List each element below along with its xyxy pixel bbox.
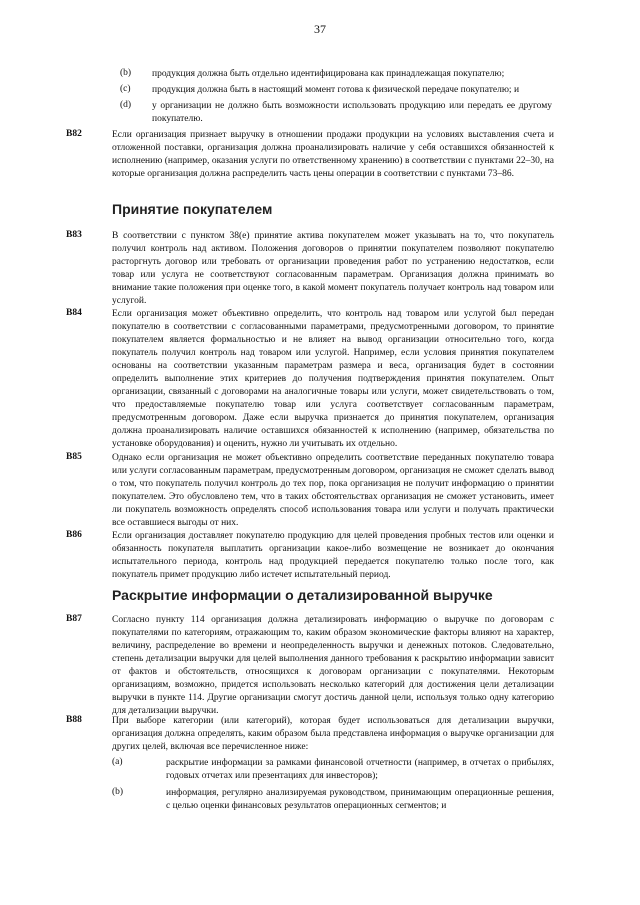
list-item-text: продукция должна быть в настоящий момент готова к физической передаче покупателю; и bbox=[152, 85, 520, 95]
list-item-label: (d) bbox=[120, 100, 132, 110]
sub-item-label: (b) bbox=[112, 787, 124, 797]
list-item-text: продукция должна быть отдельно идентифицирована как принадлежащая покупателю; bbox=[152, 69, 505, 79]
sub-item-label: (a) bbox=[112, 757, 123, 767]
paragraph-number: B82 bbox=[66, 129, 82, 139]
page-number: 37 bbox=[314, 22, 326, 36]
paragraph-number: B85 bbox=[66, 452, 82, 462]
list-item-text: у организации не должно быть возможности использовать продукцию или передать ее другому покупателю. bbox=[152, 101, 552, 124]
section-heading: Принятие покупателем bbox=[112, 201, 273, 217]
paragraph-text: В соответствии с пунктом 38(e) принятие актива покупателем может указывать на то, что покупатель получил контроль над активом. Положения договоров о принятии покупателем позволяют покупателю расторгнуть договор или требовать от организации проведения работ по устранению недостатков, если товар или услуга не соответствуют согласованным параметрам. Организация должна принимать во внимание такие положения при оценке того, в какой момент покупатель получает контроль над товаром или услугой. bbox=[112, 231, 554, 306]
list-item-label: (b) bbox=[120, 68, 132, 78]
paragraph-text: Если организация признает выручку в отношении продажи продукции на условиях выставления счета и отложенной поставки, организация должна проанализировать наличие у себя оставшихся обязанностей к исполнению (например, оказания услуги по ответственному хранению) в соответствии с пунктами 22–30, на которые организация должна распределить часть цены операции в соответствии с пунктами 73–86. bbox=[112, 130, 554, 179]
paragraph-text: При выборе категории (или категорий), которая будет использоваться для детализации выручки, организация должна определять, каким образом была представлена информация о выручке организации для других целей, включая все перечисленное ниже: bbox=[112, 716, 554, 752]
paragraph-text: Если организация доставляет покупателю продукцию для целей проведения пробных тестов или оценки и обязанность покупателя выплатить организации какое-либо возмещение не возникает до окончания испытательного периода, контроль над продукцией передается покупателю только после того, как покупатель примет продукцию либо истечет испытательный период. bbox=[112, 531, 554, 580]
paragraph-number: B86 bbox=[66, 530, 82, 540]
sub-item-text: информация, регулярно анализируемая руководством, принимающим операционные решения, с целью оценки финансовых результатов операционных сегментов; и bbox=[166, 788, 554, 811]
paragraph-number: B88 bbox=[66, 715, 82, 725]
paragraph-number: B87 bbox=[66, 614, 82, 624]
section-heading: Раскрытие информации о детализированной выручке bbox=[112, 587, 493, 603]
paragraph-number: B84 bbox=[66, 308, 82, 318]
paragraph-text: Если организация может объективно определить, что контроль над товаром или услугой был передан покупателю в соответствии с согласованными параметрами, предусмотренными договором, то принятие покупателем является формальностью и не влияет на вывод организации относительно того, когда покупатель получил контроль над товаром или услугой. Например, если условия принятия покупателем основаны на соответствии указанным параметрам размера и веса, организация будет в состоянии определить выполнение этих критериев до получения подтверждения принятия покупателем. Опыт организации, связанный с договорами на аналогичные товары или услуги, может свидетельствовать о том, что предоставляемые покупателю товар или услуга соответствует согласованным параметрам, предусмотренным договором. Даже если выручка признается до принятия покупателем, организация должна проанализировать наличие оставшихся обязанностей к исполнению (например, обязательства по установке оборудования) и оценить, нужно ли учитывать их отдельно. bbox=[112, 309, 554, 449]
paragraph-text: Согласно пункту 114 организация должна детализировать информацию о выручке по договорам с покупателями по категориям, отражающим то, каким образом экономические факторы влияют на характер, величину, распределение во времени и неопределенность выручки и денежных потоков. Следовательно, степень детализации выручки для целей выполнения данного требования к раскрытию информации зависит от фактов и обстоятельств, относящихся к договорам организации с покупателями. Некоторым организациям, возможно, придется использовать несколько категорий для достижения цели детализации выручки в пункте 114. Другие организации смогут достичь данной цели, используя только одну категорию для детализации выручки. bbox=[112, 615, 554, 716]
sub-item-text: раскрытие информации за рамками финансовой отчетности (например, в отчетах о прибылях, годовых отчетах или презентациях для инвесторов); bbox=[166, 758, 554, 781]
paragraph-number: B83 bbox=[66, 230, 82, 240]
list-item-label: (c) bbox=[120, 84, 131, 94]
paragraph-text: Однако если организация не может объективно определить соответствие переданных покупателю товара или услуги согласованным параметрам, предусмотренным договором, организация не сможет сделать вывод о том, что покупатель получил контроль до тех пор, пока организация не получит информацию о принятии покупателем. Это обусловлено тем, что в таких обстоятельствах организация не сможет установить, имеет ли покупатель возможность определять способ использования товара или услуги и получать практически все оставшиеся выгоды от них. bbox=[112, 453, 554, 528]
